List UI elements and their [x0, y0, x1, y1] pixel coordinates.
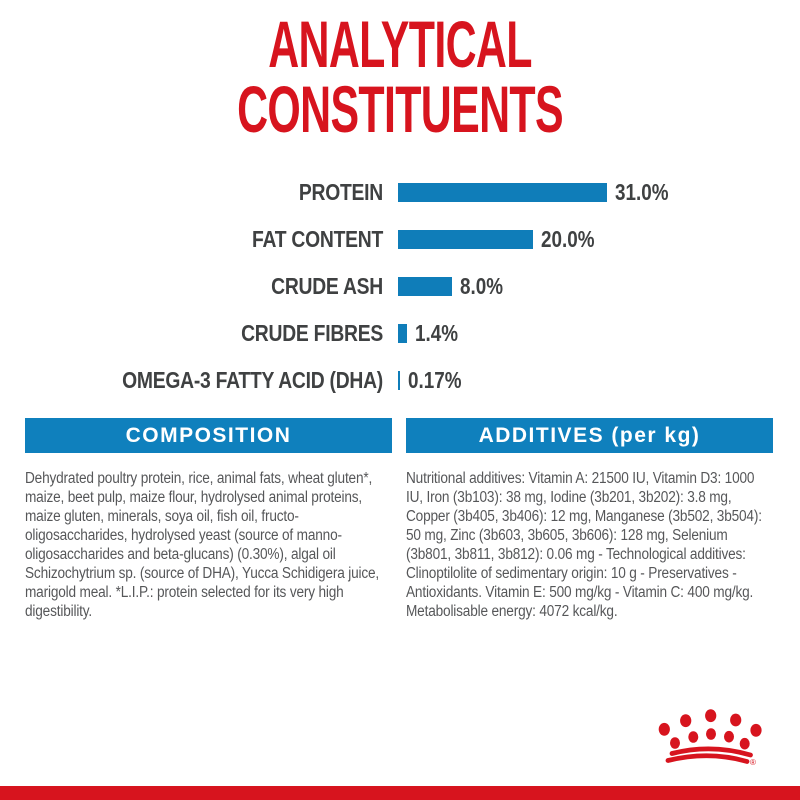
bar-category-label: FAT CONTENT	[251, 226, 383, 252]
chart-row	[0, 263, 800, 310]
page-title	[0, 7, 800, 146]
royal-canin-crown-logo-icon	[652, 700, 767, 778]
bar-value-label: 1.4%	[415, 320, 458, 346]
bar	[398, 183, 607, 202]
registered-trademark: ®	[750, 758, 756, 767]
composition-panel	[25, 418, 392, 621]
bar-value-label: 20.0%	[541, 226, 595, 252]
bar	[398, 230, 533, 249]
bar-category-label: OMEGA-3 FATTY ACID (DHA)	[122, 367, 383, 393]
bar	[398, 324, 407, 343]
bar	[398, 277, 452, 296]
additives-header: ADDITIVES (per kg)	[406, 418, 773, 453]
bar-value-label: 8.0%	[460, 273, 503, 299]
bar-track	[398, 320, 467, 347]
bar	[398, 371, 400, 390]
bar-track	[398, 273, 512, 300]
chart-row	[0, 169, 800, 216]
chart-row	[0, 310, 800, 357]
title-line-2: CONSTITUENTS	[237, 72, 563, 146]
bar-value-label: 0.17%	[408, 367, 462, 393]
composition-body: Dehydrated poultry protein, rice, animal fats, wheat gluten*, maize, beet pulp, maize flour, hydrolysed animal proteins, maize gluten, minerals, soya oil, fish oil, fructo-oligosaccharides, hydrolysed yeast (source of manno-oligosaccharides and beta-glucans) (0.30%), algal oil Schizochytrium sp. (source of DHA), Yucca Schidigera juice, marigold meal. *L.I.P.: protein selected for its very high digestibility.	[25, 470, 380, 620]
bar-category-label: CRUDE FIBRES	[241, 320, 383, 346]
composition-header: COMPOSITION	[25, 418, 392, 453]
bar-value-label: 31.0%	[615, 179, 669, 205]
additives-body: Nutritional additives: Vitamin A: 21500 IU, Vitamin D3: 1000 IU, Iron (3b103): 38 mg, Iodine (3b201, 3b202): 3.8 mg, Copper (3b405, 3b406): 12 mg, Manganese (3b502, 3b504): 50 mg, Zinc (3b603, 3b605, 3b606): 128 mg, Selenium (3b801, 3b811, 3b812): 0.06 mg - Technological additives: Clinoptilolite of sedimentary origin: 10 g - Preservatives - Antioxidants. Vitamin E: 500 mg/kg - Vitamin C: 400 mg/kg. Metabolisable energy: 4072 kcal/kg.	[406, 470, 762, 620]
additives-panel	[406, 418, 773, 621]
bar-track	[398, 226, 606, 253]
bar-category-label: CRUDE ASH	[271, 273, 383, 299]
bottom-red-strip	[0, 786, 800, 800]
bar-category-label: PROTEIN	[298, 179, 383, 205]
analytical-constituents-chart	[0, 169, 800, 404]
bar-track	[398, 179, 680, 206]
chart-row	[0, 357, 800, 404]
bar-track	[398, 367, 473, 394]
title-line-1: ANALYTICAL	[268, 7, 532, 81]
chart-row	[0, 216, 800, 263]
